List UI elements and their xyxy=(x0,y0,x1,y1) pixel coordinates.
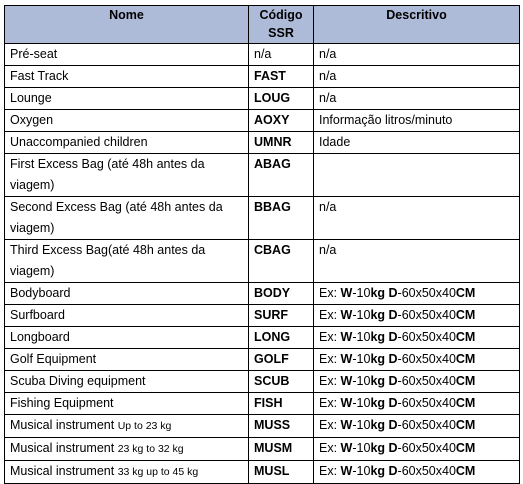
cell-description xyxy=(314,327,520,349)
dims-cm: CM xyxy=(455,396,476,410)
cell-name: Pré-seat xyxy=(5,44,249,66)
cell-name: Oxygen xyxy=(5,110,249,132)
dims-cm: CM xyxy=(455,464,476,478)
dims-weight: -10 xyxy=(352,374,371,388)
dims-prefix: Ex: xyxy=(319,308,341,322)
dims-weight: -10 xyxy=(352,308,371,322)
table-row xyxy=(5,371,520,393)
dims-prefix: Ex: xyxy=(319,441,341,455)
dims-cm: CM xyxy=(455,418,476,432)
table-row xyxy=(5,438,520,461)
table-row xyxy=(5,240,520,283)
dims-w: W xyxy=(340,308,353,322)
table-row xyxy=(5,283,520,305)
cell-code: FAST xyxy=(249,66,314,88)
dims-d: D xyxy=(385,286,398,300)
cell-name: First Excess Bag (até 48h antes da viagem) xyxy=(5,154,249,197)
dims-size: -60x50x40 xyxy=(397,330,456,344)
table-row xyxy=(5,154,520,197)
dims-kg: kg xyxy=(370,418,386,432)
cell-code: MUSL xyxy=(249,461,314,484)
cell-name: Fishing Equipment xyxy=(5,393,249,415)
dims-size: -60x50x40 xyxy=(397,418,456,432)
cell-description xyxy=(314,305,520,327)
dims-kg: kg xyxy=(370,330,386,344)
cell-description xyxy=(314,371,520,393)
cell-code: LOUG xyxy=(249,88,314,110)
cell-description: n/a xyxy=(314,240,520,283)
cell-name: Longboard xyxy=(5,327,249,349)
dims-w: W xyxy=(340,396,353,410)
cell-description xyxy=(314,461,520,484)
cell-code: AOXY xyxy=(249,110,314,132)
table-row xyxy=(5,349,520,371)
table-row xyxy=(5,415,520,438)
dims-kg: kg xyxy=(370,374,386,388)
cell-name: Surfboard xyxy=(5,305,249,327)
cell-name: Lounge xyxy=(5,88,249,110)
cell-code: MUSS xyxy=(249,415,314,438)
cell-description: Informação litros/minuto xyxy=(314,110,520,132)
dims-weight: -10 xyxy=(352,396,371,410)
dims-size: -60x50x40 xyxy=(397,374,456,388)
cell-name: Third Excess Bag(até 48h antes da viagem) xyxy=(5,240,249,283)
cell-code: GOLF xyxy=(249,349,314,371)
cell-name xyxy=(5,438,249,461)
dims-weight: -10 xyxy=(352,330,371,344)
header-code-line2: SSR xyxy=(268,26,294,40)
table-row xyxy=(5,393,520,415)
dims-weight: -10 xyxy=(352,441,371,455)
dims-w: W xyxy=(340,374,353,388)
cell-code: BODY xyxy=(249,283,314,305)
dims-weight: -10 xyxy=(352,418,371,432)
cell-description xyxy=(314,283,520,305)
dims-kg: kg xyxy=(370,286,386,300)
dims-size: -60x50x40 xyxy=(397,464,456,478)
table-row xyxy=(5,88,520,110)
cell-code: CBAG xyxy=(249,240,314,283)
dims-size: -60x50x40 xyxy=(397,396,456,410)
cell-name xyxy=(5,415,249,438)
dims-d: D xyxy=(385,330,398,344)
table-row xyxy=(5,66,520,88)
table-row xyxy=(5,110,520,132)
dims-cm: CM xyxy=(455,308,476,322)
cell-name-weight: 33 kg up to 45 kg xyxy=(117,466,199,478)
dims-kg: kg xyxy=(370,464,386,478)
dims-d: D xyxy=(385,418,398,432)
cell-code: BBAG xyxy=(249,197,314,240)
dims-cm: CM xyxy=(455,286,476,300)
table-row xyxy=(5,305,520,327)
cell-code: UMNR xyxy=(249,132,314,154)
dims-weight: -10 xyxy=(352,352,371,366)
table-row xyxy=(5,461,520,484)
cell-description xyxy=(314,154,520,197)
table-row xyxy=(5,44,520,66)
table-row xyxy=(5,197,520,240)
cell-name-weight: 23 kg to 32 kg xyxy=(117,443,184,455)
cell-name: Fast Track xyxy=(5,66,249,88)
cell-name: Scuba Diving equipment xyxy=(5,371,249,393)
dims-w: W xyxy=(340,352,353,366)
dims-d: D xyxy=(385,441,398,455)
cell-code: SURF xyxy=(249,305,314,327)
cell-name-main: Musical instrument xyxy=(10,441,115,455)
header-row xyxy=(5,6,520,44)
cell-description: n/a xyxy=(314,44,520,66)
cell-name-weight: Up to 23 kg xyxy=(117,420,172,432)
dims-d: D xyxy=(385,374,398,388)
dims-size: -60x50x40 xyxy=(397,286,456,300)
dims-prefix: Ex: xyxy=(319,352,341,366)
dims-w: W xyxy=(340,418,353,432)
cell-name: Unaccompanied children xyxy=(5,132,249,154)
table-row xyxy=(5,132,520,154)
header-code-line1: Código xyxy=(259,8,303,22)
dims-prefix: Ex: xyxy=(319,330,341,344)
dims-cm: CM xyxy=(455,441,476,455)
dims-size: -60x50x40 xyxy=(397,352,456,366)
dims-kg: kg xyxy=(370,441,386,455)
cell-code: n/a xyxy=(249,44,314,66)
table-row xyxy=(5,327,520,349)
cell-code: FISH xyxy=(249,393,314,415)
dims-w: W xyxy=(340,441,353,455)
cell-description: n/a xyxy=(314,66,520,88)
dims-size: -60x50x40 xyxy=(397,441,456,455)
cell-description xyxy=(314,415,520,438)
dims-prefix: Ex: xyxy=(319,396,341,410)
dims-cm: CM xyxy=(455,374,476,388)
dims-d: D xyxy=(385,396,398,410)
cell-code: LONG xyxy=(249,327,314,349)
dims-w: W xyxy=(340,330,353,344)
dims-weight: -10 xyxy=(352,464,371,478)
dims-prefix: Ex: xyxy=(319,286,341,300)
dims-prefix: Ex: xyxy=(319,464,341,478)
cell-name: Second Excess Bag (até 48h antes da viagem) xyxy=(5,197,249,240)
cell-name-main: Musical instrument xyxy=(10,418,115,432)
header-code xyxy=(249,6,314,44)
dims-kg: kg xyxy=(370,308,386,322)
ssr-table xyxy=(4,5,520,484)
cell-description xyxy=(314,349,520,371)
cell-code: MUSM xyxy=(249,438,314,461)
cell-description: n/a xyxy=(314,88,520,110)
dims-prefix: Ex: xyxy=(319,374,341,388)
dims-cm: CM xyxy=(455,330,476,344)
dims-prefix: Ex: xyxy=(319,418,341,432)
cell-code: ABAG xyxy=(249,154,314,197)
cell-description xyxy=(314,438,520,461)
dims-w: W xyxy=(340,286,353,300)
cell-code: SCUB xyxy=(249,371,314,393)
cell-name xyxy=(5,461,249,484)
dims-kg: kg xyxy=(370,396,386,410)
dims-w: W xyxy=(340,464,353,478)
dims-d: D xyxy=(385,308,398,322)
dims-d: D xyxy=(385,352,398,366)
dims-d: D xyxy=(385,464,398,478)
header-description: Descritivo xyxy=(314,6,520,44)
cell-name-main: Musical instrument xyxy=(10,464,115,478)
cell-name: Bodyboard xyxy=(5,283,249,305)
dims-size: -60x50x40 xyxy=(397,308,456,322)
dims-kg: kg xyxy=(370,352,386,366)
cell-description: Idade xyxy=(314,132,520,154)
dims-weight: -10 xyxy=(352,286,371,300)
dims-cm: CM xyxy=(455,352,476,366)
cell-name: Golf Equipment xyxy=(5,349,249,371)
cell-description xyxy=(314,393,520,415)
header-name: Nome xyxy=(5,6,249,44)
cell-description: n/a xyxy=(314,197,520,240)
